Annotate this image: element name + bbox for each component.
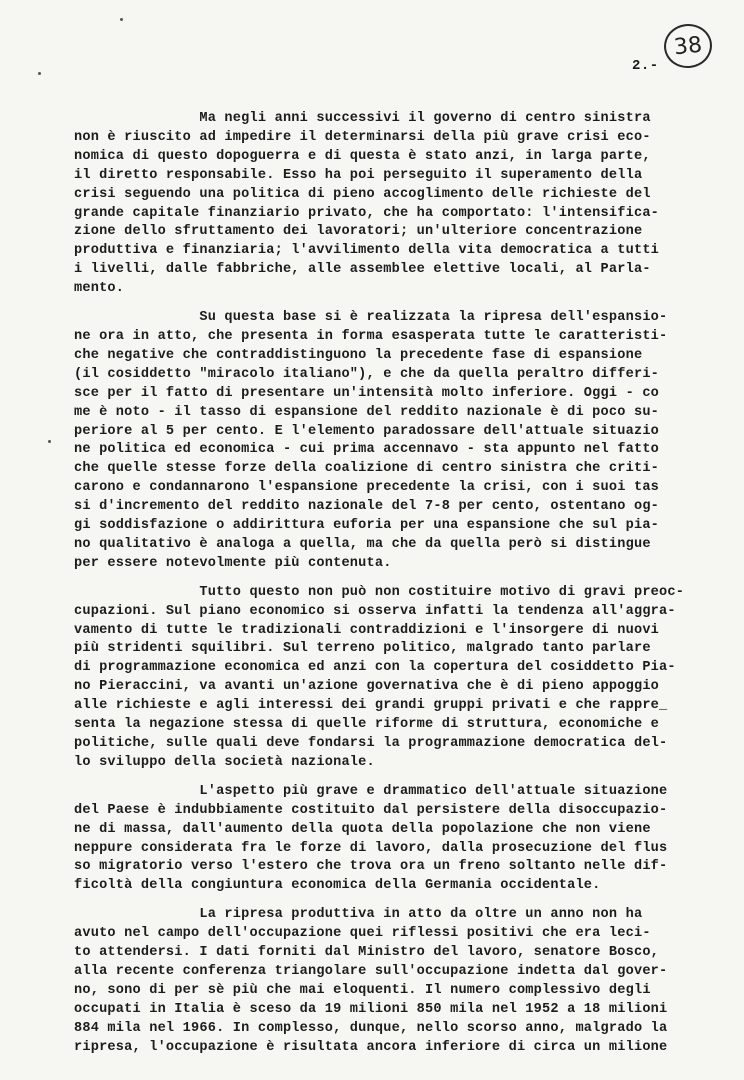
text-line: gi soddisfazione o addirittura euforia per una espansione che sul pia-: [74, 518, 660, 534]
text-line: il diretto responsabile. Esso ha poi perseguito il superamento della: [74, 167, 643, 183]
text-line: (il cosiddetto "miracolo italiano"), e che da quella peraltro differi-: [74, 366, 660, 382]
text-line: alla recente conferenza triangolare sull'occupazione indetta dal gover-: [74, 963, 668, 979]
paragraph: [74, 309, 714, 574]
text-line: Tutto questo non può non costituire motivo di gravi preoc-: [74, 584, 685, 600]
paragraph: [74, 783, 714, 896]
text-line: zione dello sfruttamento dei lavoratori; un'ulteriore concentrazione: [74, 224, 643, 240]
text-line: ne ora in atto, che presenta in forma esasperata tutte le caratteristi-: [74, 328, 668, 344]
text-line: crisi seguendo una politica di pieno accoglimento delle richieste del: [74, 186, 651, 202]
text-line: mento.: [74, 281, 125, 297]
text-line: non è riuscito ad impedire il determinarsi della più grave crisi eco-: [74, 129, 651, 145]
text-line: occupati in Italia è sceso da 19 milioni 850 mila nel 1952 a 18 milioni: [74, 1001, 668, 1017]
text-line: i livelli, dalle fabbriche, alle assemblee elettive locali, al Parla-: [74, 262, 651, 278]
text-line: del Paese è indubbiamente costituito dal persistere della disoccupazio-: [74, 802, 668, 818]
text-line: vamento di tutte le tradizionali contraddizioni e l'insorgere di nuovi: [74, 622, 660, 638]
paragraph: [74, 110, 714, 299]
paragraph: [74, 584, 714, 773]
text-line: alle richieste e agli interessi dei grandi gruppi privati e che rappre_: [74, 698, 668, 714]
text-line: to attendersi. I dati forniti dal Ministro del lavoro, senatore Bosco,: [74, 945, 660, 961]
text-line: produttiva e finanziaria; l'avvilimento della vita democratica a tutti: [74, 243, 660, 259]
text-line: ripresa, l'occupazione è risultata ancora inferiore di circa un milione: [74, 1039, 668, 1055]
text-line: cupazioni. Sul piano economico si osserva infatti la tendenza all'aggra-: [74, 603, 676, 619]
text-line: ficoltà della congiuntura economica della Germania occidentale.: [74, 878, 601, 894]
text-line: ne di massa, dall'aumento della quota della popolazione che non viene: [74, 821, 651, 837]
text-line: Ma negli anni successivi il governo di centro sinistra: [74, 111, 651, 126]
text-line: periore al 5 per cento. E l'elemento paradossare dell'attuale situazio: [74, 423, 660, 439]
text-line: carono e condannarono l'espansione precedente la crisi, con i suoi tas: [74, 480, 660, 496]
text-line: lo sviluppo della società nazionale.: [74, 754, 375, 770]
text-line: politiche, sulle quali deve fondarsi la programmazione democratica del-: [74, 736, 668, 751]
page-number: 2.-: [632, 58, 659, 74]
text-line: più stridenti squilibri. Sul terreno politico, malgrado tanto parlare: [74, 641, 651, 657]
text-line: La ripresa produttiva in atto da oltre un anno non ha: [74, 907, 643, 923]
text-line: no Pieraccini, va avanti un'azione governativa che è di pieno appoggio: [74, 679, 660, 695]
text-line: sce per il fatto di presentare un'intensità molto inferiore. Oggi - co: [74, 385, 660, 401]
scan-speck: [38, 72, 41, 75]
scan-speck: [120, 18, 123, 21]
text-line: che negative che contraddistinguono la precedente fase di espansione: [74, 347, 643, 363]
scan-speck: [48, 440, 51, 443]
text-line: 884 mila nel 1966. In complesso, dunque, nello scorso anno, malgrado la: [74, 1020, 668, 1036]
text-line: si d'incremento del reddito nazionale del 7-8 per cento, ostentano og-: [74, 499, 660, 515]
text-line: neppure considerata fra le forze di lavoro, dalla prosecuzione del flus: [74, 840, 668, 856]
text-line: me è noto - il tasso di espansione del reddito nazionale è di poco su-: [74, 404, 660, 420]
text-line: avuto nel campo dell'occupazione quei riflessi positivi che era leci-: [74, 926, 651, 942]
text-line: ne politica ed economica - cui prima accennavo - sta appunto nel fatto: [74, 442, 660, 458]
stamp-number: 38: [672, 32, 704, 60]
text-line: so migratorio verso l'estero che trova ora un freno soltanto nelle dif-: [74, 859, 668, 875]
page-stamp: [662, 22, 714, 71]
text-line: Su questa base si è realizzata la ripresa dell'espansio-: [74, 310, 668, 326]
document-body: [74, 110, 714, 1068]
paragraph: [74, 906, 714, 1057]
text-line: L'aspetto più grave e drammatico dell'attuale situazione: [74, 783, 668, 799]
text-line: no, sono di per sè più che mai eloquenti. Il numero complessivo degli: [74, 982, 651, 998]
text-line: per essere notevolmente più contenuta.: [74, 555, 392, 571]
text-line: no qualitativo è analoga a quella, ma che da quella però si distingue: [74, 536, 651, 552]
text-line: grande capitale finanziario privato, che ha comportato: l'intensifica-: [74, 205, 660, 221]
text-line: senta la negazione stessa di quelle riforme di struttura, economiche e: [74, 717, 660, 733]
text-line: di programmazione economica ed anzi con la copertura del cosiddetto Pia-: [74, 660, 676, 676]
text-line: nomica di questo dopoguerra e di questa è stato anzi, in larga parte,: [74, 148, 651, 164]
text-line: che quelle stesse forze della coalizione di centro sinistra che criti-: [74, 461, 660, 477]
